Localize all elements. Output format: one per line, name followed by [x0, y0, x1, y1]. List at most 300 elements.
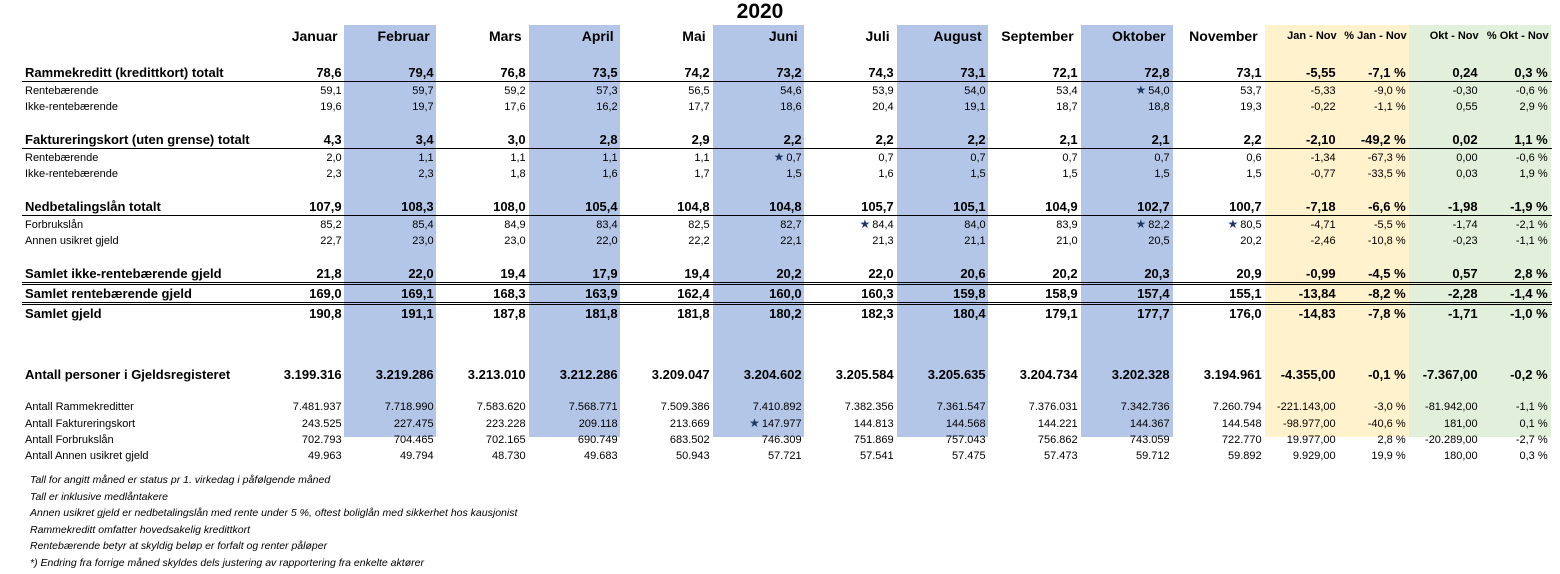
value-cell — [898, 366, 990, 383]
star-icon: ★ — [1135, 217, 1147, 231]
spacer-row — [22, 383, 1552, 399]
cell-value: 1,7 — [694, 168, 710, 180]
row-label: Rammekreditt (kredittkort) totalt — [22, 64, 254, 82]
cell-value: 1,6 — [602, 168, 618, 180]
cell-value: -8,2 % — [1368, 285, 1406, 301]
cell-value: 102,7 — [1137, 198, 1170, 214]
value-cell — [254, 284, 346, 304]
table-row — [22, 304, 1552, 323]
cell-value: -9,0 % — [1373, 84, 1406, 97]
cell-value: 17,9 — [592, 265, 618, 281]
cell-value: 2,2 — [875, 131, 894, 147]
value-cell — [346, 99, 438, 115]
value-cell — [1174, 366, 1266, 383]
value-cell — [346, 198, 438, 216]
value-cell — [806, 399, 898, 415]
row-label: Antall personer i Gjeldsregisteret — [25, 366, 231, 382]
value-cell — [1082, 82, 1174, 100]
cell-value: 0,7 — [786, 152, 802, 164]
table-row — [22, 131, 1552, 149]
row-label: Nedbetalingslån totalt — [22, 198, 254, 216]
value-cell — [714, 304, 806, 323]
value-cell — [1340, 82, 1410, 100]
footnote-line: *) Endring fra forrige måned skyldes dels justering av rapportering fra enkelte aktører — [30, 556, 424, 569]
value-cell — [438, 64, 530, 82]
cell-value: 213.669 — [669, 417, 710, 430]
cell-value: 53,9 — [872, 84, 894, 97]
cell-value: 3.194.961 — [1203, 366, 1262, 382]
column-header: August — [933, 28, 982, 44]
cell-value: 223.228 — [485, 417, 526, 430]
table-row — [22, 399, 1552, 415]
cell-value: 169,1 — [401, 285, 434, 301]
cell-value: -13,84 — [1298, 285, 1336, 301]
value-cell — [714, 265, 806, 284]
value-cell — [898, 99, 990, 115]
cell-value: 2,2 — [1243, 131, 1262, 147]
cell-value: 3.202.328 — [1111, 366, 1170, 382]
cell-value: 108,3 — [401, 198, 434, 214]
value-cell — [254, 366, 346, 383]
value-cell — [1266, 304, 1340, 323]
cell-value: 2,1 — [1151, 131, 1170, 147]
spacer-row — [22, 249, 1552, 265]
cell-value: -2,1 % — [1515, 218, 1548, 231]
value-cell — [806, 166, 898, 182]
value-cell — [714, 198, 806, 216]
cell-value: 2,2 — [783, 131, 802, 147]
value-cell — [1082, 166, 1174, 182]
value-cell — [1482, 131, 1552, 149]
column-header: Mars — [488, 28, 522, 44]
value-cell — [1174, 216, 1266, 234]
value-cell — [806, 265, 898, 284]
cell-value: 756.862 — [1037, 434, 1078, 446]
cell-value: 20,2 — [1240, 235, 1262, 247]
value-cell — [990, 131, 1082, 149]
value-cell — [622, 448, 714, 464]
value-cell — [530, 399, 622, 415]
value-cell — [622, 366, 714, 383]
value-cell — [1340, 198, 1410, 216]
value-cell — [1340, 265, 1410, 284]
cell-value: 2,3 — [418, 168, 434, 180]
cell-value: 57.475 — [951, 450, 986, 462]
value-cell — [622, 265, 714, 284]
value-cell — [806, 99, 898, 115]
cell-value: 22,2 — [688, 235, 710, 247]
cell-value: 17,7 — [688, 101, 710, 113]
cell-value: 144.813 — [853, 417, 894, 430]
value-cell — [1082, 233, 1174, 249]
cell-value: 21,8 — [316, 265, 342, 281]
spacer-row — [22, 322, 1552, 366]
cell-value: 22,1 — [780, 235, 802, 247]
cell-value: -1,71 — [1448, 305, 1478, 321]
cell-value: 19,4 — [500, 265, 526, 281]
spacer-cell — [22, 249, 1552, 265]
cell-value: 1,5 — [1246, 168, 1262, 180]
cell-value: -14,83 — [1298, 305, 1336, 321]
column-header: Mai — [682, 28, 706, 44]
cell-value: 100,7 — [1229, 198, 1262, 214]
value-cell — [1266, 64, 1340, 82]
column-header: September — [1001, 28, 1074, 44]
value-cell — [622, 99, 714, 115]
table-row — [22, 265, 1552, 284]
cell-value: 1,1 % — [1514, 131, 1548, 147]
cell-value: -1,74 — [1452, 218, 1478, 231]
value-cell — [622, 432, 714, 448]
value-cell — [1482, 415, 1552, 432]
value-cell — [1482, 366, 1552, 383]
value-cell — [990, 166, 1082, 182]
footnote-line: Rentebærende betyr at skyldig beløp er forfalt og renter påløper — [30, 540, 328, 552]
value-cell — [1174, 166, 1266, 182]
cell-value: 105,4 — [585, 198, 618, 214]
cell-value: 0,57 — [1452, 265, 1478, 281]
cell-value: 17,6 — [504, 101, 526, 113]
value-cell — [1174, 399, 1266, 415]
cell-value: 50.943 — [675, 450, 710, 462]
value-cell — [898, 399, 990, 415]
cell-value: 19,4 — [684, 265, 710, 281]
value-cell — [1174, 448, 1266, 464]
cell-value: 4,3 — [323, 131, 342, 147]
cell-value: -2,28 — [1448, 285, 1478, 301]
value-cell — [990, 448, 1082, 464]
cell-value: 16,2 — [596, 101, 618, 113]
value-cell — [806, 82, 898, 100]
row-label: Faktureringskort (uten grense) totalt — [22, 131, 254, 149]
table-row — [22, 166, 1552, 182]
value-cell — [346, 284, 438, 304]
header-label-cell — [22, 26, 254, 46]
value-cell — [254, 415, 346, 432]
table-row — [22, 82, 1552, 100]
value-cell — [1174, 265, 1266, 284]
row-label: Samlet gjeld — [25, 305, 102, 321]
cell-value: 19,9 % — [1371, 450, 1406, 462]
value-cell — [1266, 216, 1340, 234]
cell-value: -67,3 % — [1367, 151, 1406, 164]
cell-value: 20,3 — [1144, 265, 1170, 281]
cell-value: -1,34 — [1310, 151, 1336, 164]
cell-value: 73,2 — [776, 64, 802, 80]
cell-value: -1,0 % — [1510, 305, 1548, 321]
table-row — [22, 216, 1552, 234]
star-icon: ★ — [1227, 217, 1239, 231]
cell-value: 147.977 — [761, 418, 802, 430]
cell-value: 746.309 — [761, 434, 802, 446]
value-cell — [346, 216, 438, 234]
value-cell — [346, 166, 438, 182]
value-cell — [622, 166, 714, 182]
star-icon: ★ — [773, 150, 785, 164]
cell-value: 85,2 — [320, 218, 342, 231]
cell-value: 7.718.990 — [384, 401, 434, 413]
cell-value: 181,8 — [585, 305, 618, 321]
value-cell — [438, 149, 530, 167]
cell-value: -33,5 % — [1367, 168, 1406, 180]
cell-value: 144.568 — [945, 417, 986, 430]
cell-value: 162,4 — [677, 285, 710, 301]
cell-value: 78,6 — [316, 64, 342, 80]
value-cell — [1174, 233, 1266, 249]
cell-value: 104,8 — [769, 198, 802, 214]
cell-value: 49.963 — [307, 450, 342, 462]
cell-value: 18,7 — [1056, 101, 1078, 113]
cell-value: 180,2 — [769, 305, 802, 321]
cell-value: 82,2 — [1148, 219, 1170, 231]
value-cell — [1266, 99, 1340, 115]
value-cell — [714, 366, 806, 383]
value-cell — [898, 198, 990, 216]
value-cell — [346, 82, 438, 100]
value-cell — [1410, 284, 1482, 304]
cell-value: 84,0 — [964, 218, 986, 231]
row-label: Rentebærende — [25, 151, 99, 164]
value-cell — [898, 216, 990, 234]
table-row — [22, 448, 1552, 464]
value-cell — [1266, 432, 1340, 448]
cell-value: 2,2 — [967, 131, 986, 147]
value-cell — [438, 99, 530, 115]
cell-value: 7.361.547 — [936, 401, 986, 413]
value-cell — [1266, 131, 1340, 149]
row-label: Antall Annen usikret gjeld — [25, 450, 149, 462]
value-cell — [714, 233, 806, 249]
cell-value: 1,5 — [970, 168, 986, 180]
column-header: % Okt - Nov — [1486, 30, 1549, 42]
row-label: Ikke-rentebærende — [25, 101, 118, 113]
cell-value: 1,9 % — [1519, 168, 1548, 180]
cell-value: 3.204.602 — [743, 366, 802, 382]
column-header: Juli — [865, 28, 890, 44]
value-cell — [1082, 216, 1174, 234]
value-cell — [1410, 233, 1482, 249]
cell-value: 3,4 — [415, 131, 434, 147]
cell-value: 243.525 — [301, 417, 342, 430]
cell-value: 3,0 — [507, 131, 526, 147]
cell-value: 57.721 — [767, 450, 802, 462]
table-row — [22, 233, 1552, 249]
value-cell — [1482, 304, 1552, 323]
cell-value: 80,5 — [1240, 219, 1262, 231]
cell-value: 177,7 — [1137, 305, 1170, 321]
value-cell — [990, 82, 1082, 100]
cell-value: 1,1 — [510, 151, 526, 164]
cell-value: 1,8 — [510, 168, 526, 180]
cell-value: 0,3 % — [1519, 450, 1548, 462]
cell-value: 722.770 — [1221, 434, 1262, 446]
value-cell — [530, 198, 622, 216]
value-cell — [346, 448, 438, 464]
cell-value: 2,8 % — [1514, 265, 1548, 281]
value-cell — [1340, 399, 1410, 415]
value-cell — [1410, 432, 1482, 448]
row-label: Rentebærende — [25, 84, 99, 97]
value-cell — [1082, 198, 1174, 216]
cell-value: 54,6 — [780, 84, 802, 97]
value-cell — [898, 149, 990, 167]
column-header: % Jan - Nov — [1344, 30, 1407, 42]
cell-value: 3.209.047 — [651, 366, 710, 382]
cell-value: -6,6 % — [1368, 198, 1406, 214]
cell-value: 180,4 — [953, 305, 986, 321]
cell-value: 757.043 — [945, 434, 986, 446]
cell-value: -1,98 — [1448, 198, 1478, 214]
cell-value: 54,0 — [1148, 85, 1170, 97]
value-cell — [990, 64, 1082, 82]
value-cell — [990, 432, 1082, 448]
value-cell — [438, 284, 530, 304]
cell-value: 9.929,00 — [1292, 450, 1336, 462]
table-row — [22, 366, 1552, 383]
cell-value: 49.683 — [583, 450, 618, 462]
cell-value: -1,1 % — [1515, 401, 1548, 413]
cell-value: 2,9 % — [1519, 101, 1548, 113]
cell-value: 49.794 — [399, 450, 434, 462]
value-cell — [622, 64, 714, 82]
cell-value: 180,00 — [1443, 450, 1478, 462]
value-cell — [530, 131, 622, 149]
cell-value: -5,33 — [1310, 84, 1336, 97]
value-cell — [1266, 265, 1340, 284]
value-cell — [898, 64, 990, 82]
cell-value: 3.212.286 — [559, 366, 618, 382]
column-header: November — [1189, 28, 1258, 44]
cell-value: -7,8 % — [1368, 305, 1406, 321]
cell-value: 104,8 — [677, 198, 710, 214]
cell-value: 73,1 — [1236, 64, 1262, 80]
cell-value: 155,1 — [1229, 285, 1262, 301]
row-label: Ikke-rentebærende — [25, 168, 118, 180]
value-cell — [1410, 198, 1482, 216]
cell-value: 59.892 — [1227, 450, 1262, 462]
cell-value: -0,30 — [1452, 84, 1478, 97]
cell-value: 19,6 — [320, 101, 342, 113]
cell-value: 18,6 — [780, 101, 802, 113]
cell-value: 19,7 — [412, 101, 434, 113]
value-cell — [1082, 304, 1174, 323]
value-cell — [346, 64, 438, 82]
cell-value: 0,7 — [1154, 151, 1170, 164]
value-cell — [1340, 216, 1410, 234]
value-cell — [438, 216, 530, 234]
cell-value: 73,1 — [960, 64, 986, 80]
cell-value: 1,1 — [602, 151, 618, 164]
value-cell — [530, 432, 622, 448]
value-cell — [438, 432, 530, 448]
cell-value: 23,0 — [412, 235, 434, 247]
value-cell — [1340, 284, 1410, 304]
value-cell — [990, 149, 1082, 167]
cell-value: 159,8 — [953, 285, 986, 301]
spacer-row — [22, 115, 1552, 131]
value-cell — [254, 82, 346, 100]
value-cell — [1410, 448, 1482, 464]
value-cell — [438, 304, 530, 323]
cell-value: 702.793 — [301, 434, 342, 446]
value-cell — [1340, 64, 1410, 82]
value-cell — [714, 284, 806, 304]
cell-value: 19.977,00 — [1286, 434, 1336, 446]
cell-value: 144.367 — [1129, 417, 1170, 430]
value-cell — [1174, 304, 1266, 323]
value-cell — [438, 265, 530, 284]
footnote-line: Tall for angitt måned er status pr 1. virkedag i påfølgende måned — [30, 474, 331, 486]
value-cell — [530, 233, 622, 249]
value-cell — [1410, 99, 1482, 115]
cell-value: -3,0 % — [1373, 401, 1406, 413]
value-cell — [990, 198, 1082, 216]
value-cell — [346, 265, 438, 284]
value-cell — [1340, 131, 1410, 149]
row-label: Antall Faktureringskort — [25, 417, 136, 430]
cell-value: 108,0 — [493, 198, 526, 214]
cell-value: -7,1 % — [1368, 64, 1406, 80]
cell-value: -49,2 % — [1360, 131, 1406, 147]
value-cell — [1266, 366, 1340, 383]
value-cell — [1340, 448, 1410, 464]
value-cell — [990, 366, 1082, 383]
cell-value: 20,2 — [776, 265, 802, 281]
value-cell — [806, 198, 898, 216]
value-cell — [1340, 233, 1410, 249]
value-cell — [990, 399, 1082, 415]
value-cell — [254, 166, 346, 182]
value-cell — [1410, 304, 1482, 323]
value-cell — [346, 304, 438, 323]
cell-value: 160,3 — [861, 285, 894, 301]
value-cell — [898, 284, 990, 304]
cell-value: 82,7 — [780, 218, 802, 231]
cell-value: 20,2 — [1052, 265, 1078, 281]
cell-value: 160,0 — [769, 285, 802, 301]
cell-value: -7,18 — [1306, 198, 1336, 214]
cell-value: 7.481.937 — [292, 401, 342, 413]
value-cell — [346, 432, 438, 448]
value-cell — [990, 216, 1082, 234]
cell-value: 20,5 — [1148, 235, 1170, 247]
cell-value: -5,5 % — [1373, 218, 1406, 231]
value-cell — [714, 448, 806, 464]
cell-value: -2,7 % — [1515, 434, 1548, 446]
cell-value: 105,1 — [953, 198, 986, 214]
cell-value: 7.509.386 — [660, 401, 710, 413]
column-header: April — [581, 28, 614, 44]
row-label: Annen usikret gjeld — [25, 235, 119, 247]
value-cell — [714, 166, 806, 182]
value-cell — [622, 149, 714, 167]
value-cell — [622, 399, 714, 415]
cell-value: 683.502 — [669, 434, 710, 446]
cell-value: 48.730 — [491, 450, 526, 462]
cell-value: 22,7 — [320, 235, 342, 247]
footnote-line: Annen usikret gjeld er nedbetalingslån med rente under 5 %, oftest boliglån med sikkerhet hos kausjonist — [30, 507, 518, 519]
value-cell — [1082, 284, 1174, 304]
value-cell — [1340, 166, 1410, 182]
value-cell — [530, 304, 622, 323]
value-cell — [806, 432, 898, 448]
value-cell — [346, 149, 438, 167]
value-cell — [1266, 166, 1340, 182]
value-cell — [254, 216, 346, 234]
footnote-line: Rammekreditt omfatter hovedsakelig kredittkort — [30, 523, 251, 536]
cell-value: 59,7 — [412, 84, 434, 97]
cell-value: 84,9 — [504, 218, 526, 231]
